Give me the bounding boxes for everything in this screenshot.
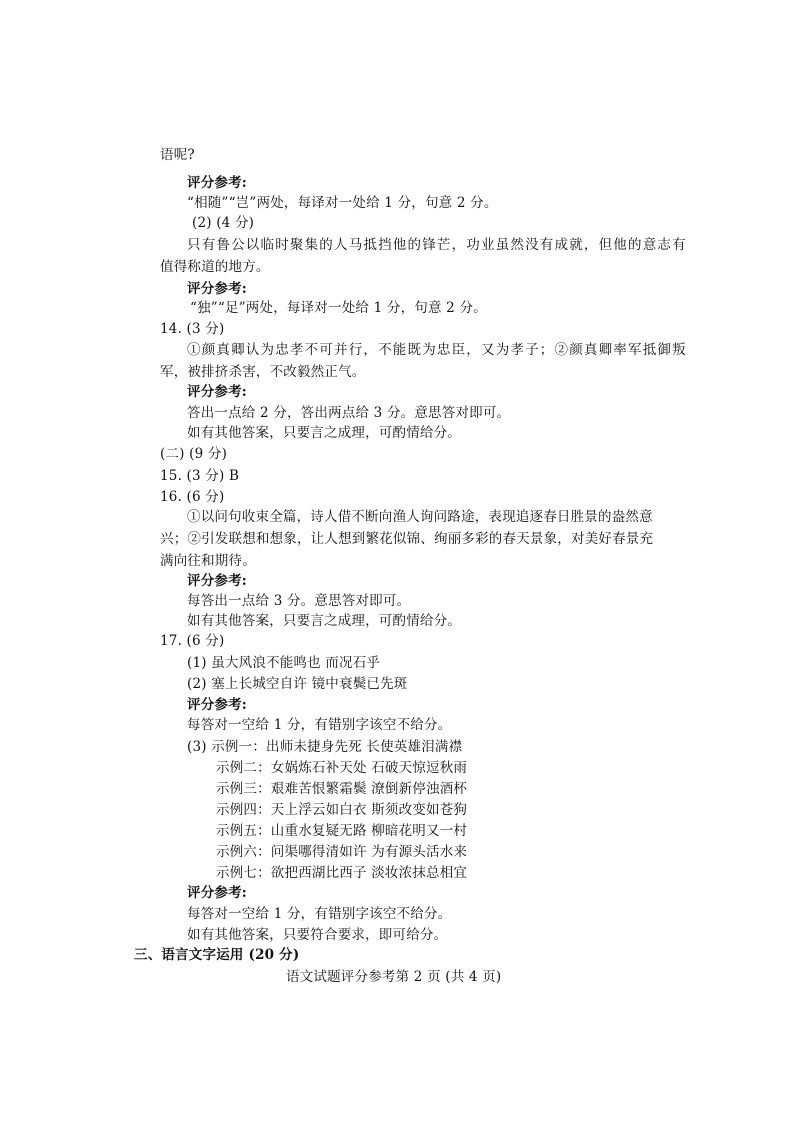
scoring-note-heading: 评分参考: <box>187 281 247 297</box>
subquestion-number: (2) (4 分) <box>192 215 255 231</box>
scoring-note-heading: 评分参考: <box>187 175 247 191</box>
text-line: 满向往和期待。 <box>160 553 256 569</box>
text-line: 每答出一点给 3 分。意思答对即可。 <box>187 593 411 609</box>
text-line: ①颜真卿认为忠孝不可并行，不能既为忠臣，又为孝子；②颜真卿率军抵御叛 <box>187 342 687 358</box>
question-number: 17. (6 分) <box>160 633 225 649</box>
question-number: 14. (3 分) <box>160 321 225 337</box>
text-line: ①以问句收束全篇，诗人借不断向渔人询问路途，表现追逐春日胜景的盎然意 <box>187 509 653 525</box>
section-heading: 三、语言文字运用 (20 分) <box>134 947 300 963</box>
example-line: 示例六：问渠哪得清如许 为有源头活水来 <box>216 844 468 860</box>
text-line: 军，被排挤杀害，不改毅然正气。 <box>160 364 366 380</box>
text-line: 值得称道的地方。 <box>160 259 270 275</box>
example-line: 示例四：天上浮云如白衣 斯须改变如苍狗 <box>216 802 468 818</box>
page-footer: 语文试题评分参考第 2 页 (共 4 页) <box>286 969 502 985</box>
scoring-note-heading: 评分参考: <box>187 697 247 713</box>
question-number: 15. (3 分) B <box>160 468 240 484</box>
text-line: 每答对一空给 1 分，有错别字该空不给分。 <box>187 906 452 922</box>
text-line: 语呢? <box>160 147 195 163</box>
text-line: (3) 示例一：出师未捷身先死 长使英雄泪满襟 <box>187 739 463 755</box>
question-number: 16. (6 分) <box>160 489 225 505</box>
text-line: 答出一点给 2 分，答出两点给 3 分。意思答对即可。 <box>187 405 511 421</box>
text-line: 每答对一空给 1 分，有错别字该空不给分。 <box>187 717 452 733</box>
scoring-note-heading: 评分参考: <box>187 384 247 400</box>
text-line: (1) 虽大风浪不能鸣也 而况石乎 <box>187 655 381 671</box>
text-line: (2) 塞上长城空自许 镜中衰鬓已先斑 <box>187 676 408 692</box>
example-line: 示例二：女娲炼石补天处 石破天惊逗秋雨 <box>216 760 468 776</box>
example-line: 示例三：艰难苦恨繁霜鬓 潦倒新停浊酒杯 <box>216 781 468 797</box>
text-line: “相随”“岂”两处，每译对一处给 1 分，句意 2 分。 <box>187 195 498 211</box>
text-line: 只有鲁公以临时聚集的人马抵挡他的锋芒，功业虽然没有成就，但他的意志有 <box>187 237 687 253</box>
text-line: “独”“足”两处，每译对一处给 1 分，句意 2 分。 <box>190 300 487 316</box>
example-line: 示例七：欲把西湖比西子 淡妆浓抹总相宜 <box>216 865 468 881</box>
example-line: 示例五：山重水复疑无路 柳暗花明又一村 <box>216 823 468 839</box>
text-line: 如有其他答案，只要符合要求，即可给分。 <box>187 927 448 943</box>
scoring-note-heading: 评分参考: <box>187 573 247 589</box>
text-line: 如有其他答案，只要言之成理，可酌情给分。 <box>187 613 461 629</box>
text-line: 如有其他答案，只要言之成理，可酌情给分。 <box>187 425 461 441</box>
text-line: 兴；②引发联想和想象，让人想到繁花似锦、绚丽多彩的春天景象，对美好春景充 <box>160 531 654 547</box>
scoring-note-heading: 评分参考: <box>187 885 247 901</box>
section-number: (二) (9 分) <box>160 446 228 462</box>
